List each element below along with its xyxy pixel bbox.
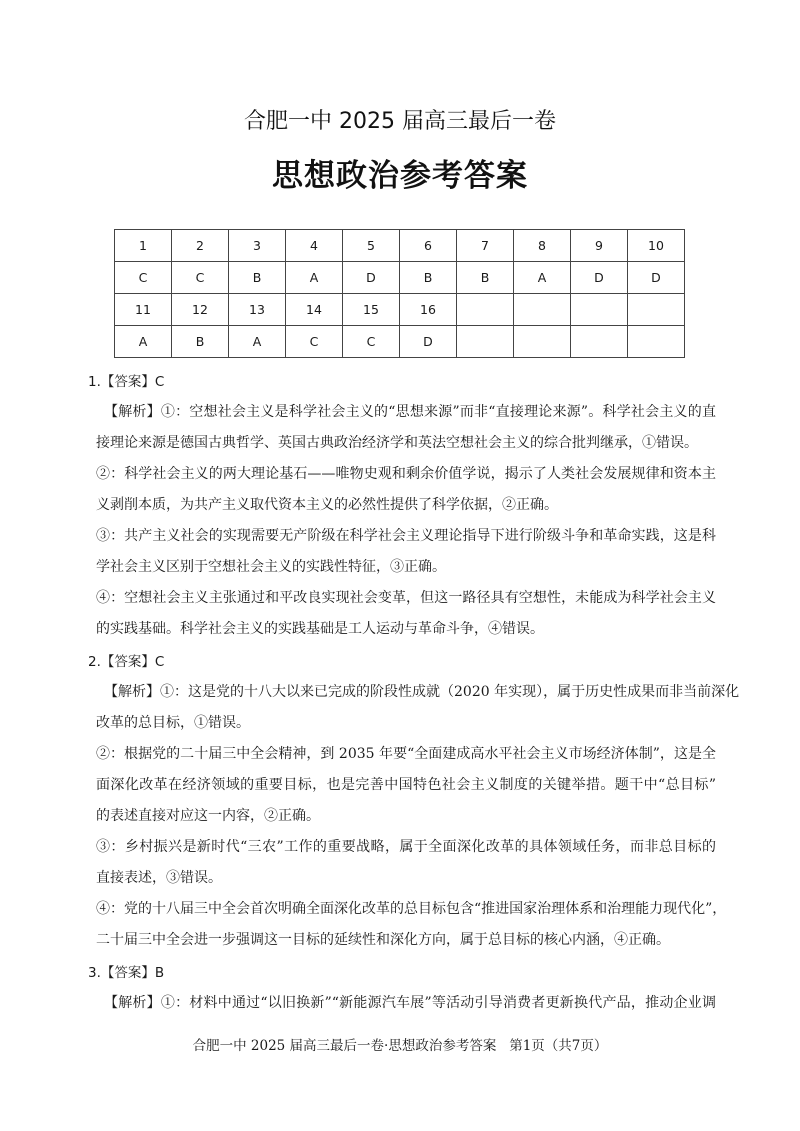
question-number-cell: 14: [286, 294, 343, 326]
question-number-cell: [628, 294, 685, 326]
question-number-cell: 10: [628, 230, 685, 262]
question-number: 1.: [88, 374, 101, 390]
answer-value: C: [154, 374, 165, 390]
explanation-line: 【解析】①：材料中通过“以旧换新”“新能源汽车展”等活动引导消费者更新换代产品，推动企业调: [104, 995, 716, 1011]
question-number-cell: 1: [115, 230, 172, 262]
explanation-line: 学社会主义区别于空想社会主义的实践性特征，③正确。: [96, 559, 446, 575]
answer-cell: A: [514, 262, 571, 294]
answer-row: [115, 326, 685, 358]
explanation-line: 的实践基础。科学社会主义的实践基础是工人运动与革命斗争，④错误。: [96, 621, 544, 637]
page-footer: [0, 1034, 800, 1054]
answer-cell: C: [115, 262, 172, 294]
answer-cell: [457, 326, 514, 358]
question-number-cell: 15: [343, 294, 400, 326]
explanation-line: 【解析】①：这是党的十八大以来已完成的阶段性成就（2020 年实现），属于历史性成果而非当前深化: [104, 684, 740, 700]
explanation-line: 改革的总目标，①错误。: [96, 715, 250, 731]
question-number-row: [115, 230, 685, 262]
document-title: 合肥一中 2025 届高三最后一卷: [244, 109, 556, 134]
explanation-line: ③：共产主义社会的实现需要无产阶级在科学社会主义理论指导下进行阶级斗争和革命实践，这是科: [96, 528, 716, 544]
answer-label: 【答案】: [100, 374, 155, 390]
explanation-line: 义剥削本质，为共产主义取代资本主义的必然性提供了科学依据，②正确。: [96, 497, 558, 513]
question-3-answer: [88, 961, 164, 981]
explanation-line: ②：科学社会主义的两大理论基石——唯物史观和剩余价值学说，揭示了人类社会发展规律和资本主: [96, 466, 716, 482]
question-number-cell: 13: [229, 294, 286, 326]
question-number-cell: 9: [571, 230, 628, 262]
question-2-answer: [88, 650, 164, 670]
explanation-line: 面深化改革在经济领域的重要目标，也是完善中国特色社会主义制度的关键举措。题干中“总目标”: [96, 777, 716, 793]
answer-row: [115, 262, 685, 294]
answer-cell: B: [457, 262, 514, 294]
answer-cell: [514, 326, 571, 358]
answer-label: 【答案】: [100, 965, 155, 981]
explanation-line: ④：空想社会主义主张通过和平改良实现社会变革，但这一路径具有空想性，未能成为科学社会主义: [96, 590, 716, 606]
question-number-cell: 4: [286, 230, 343, 262]
answer-cell: [628, 326, 685, 358]
answer-cell: B: [229, 262, 286, 294]
question-number-cell: [514, 294, 571, 326]
explanation-line: 二十届三中全会进一步强调这一目标的延续性和深化方向，属于总目标的核心内涵，④正确。: [96, 932, 670, 948]
answer-cell: A: [286, 262, 343, 294]
question-number: 3.: [88, 965, 101, 981]
question-number-cell: 2: [172, 230, 229, 262]
answer-cell: D: [628, 262, 685, 294]
question-number-cell: [571, 294, 628, 326]
question-number-cell: 16: [400, 294, 457, 326]
question-number-cell: 3: [229, 230, 286, 262]
question-1-answer: [88, 370, 164, 390]
answer-cell: A: [115, 326, 172, 358]
document-subtitle: 思想政治参考答案: [272, 158, 528, 194]
question-number-cell: 8: [514, 230, 571, 262]
answer-cell: B: [172, 326, 229, 358]
answer-value: C: [154, 654, 165, 670]
question-number: 2.: [88, 654, 101, 670]
answer-cell: D: [343, 262, 400, 294]
question-number-cell: 6: [400, 230, 457, 262]
answer-cell: [571, 326, 628, 358]
answer-cell: C: [343, 326, 400, 358]
answer-cell: A: [229, 326, 286, 358]
footer-text: 合肥一中 2025 届高三最后一卷·思想政治参考答案: [192, 1038, 497, 1054]
question-number-cell: 7: [457, 230, 514, 262]
answer-cell: D: [400, 326, 457, 358]
question-number-cell: [457, 294, 514, 326]
explanation-line: 接理论来源是德国古典哲学、英国古典政治经济学和英法空想社会主义的综合批判继承，①错误。: [96, 435, 698, 451]
answer-cell: B: [400, 262, 457, 294]
explanation-line: 的表述直接对应这一内容，②正确。: [96, 808, 320, 824]
answer-value: B: [154, 965, 165, 981]
answer-table: [114, 229, 685, 358]
question-number-cell: 12: [172, 294, 229, 326]
answer-label: 【答案】: [100, 654, 155, 670]
explanation-line: ③：乡村振兴是新时代“三农”工作的重要战略，属于全面深化改革的具体领域任务，而非总目标的: [96, 839, 716, 855]
explanation-line: 【解析】①：空想社会主义是科学社会主义的“思想来源”而非“直接理论来源”。科学社会主义的直: [104, 404, 716, 420]
explanation-line: 直接表述，③错误。: [96, 870, 222, 886]
page-number: 第1页（共7页）: [509, 1038, 608, 1054]
answer-cell: C: [286, 326, 343, 358]
explanation-line: ②：根据党的二十届三中全会精神，到 2035 年要“全面建成高水平社会主义市场经济体制”，这是全: [96, 746, 716, 762]
question-number-row: [115, 294, 685, 326]
question-number-cell: 5: [343, 230, 400, 262]
explanation-line: ④：党的十八届三中全会首次明确全面深化改革的总目标包含“推进国家治理体系和治理能力现代化”，: [96, 901, 727, 917]
question-number-cell: 11: [115, 294, 172, 326]
answer-cell: C: [172, 262, 229, 294]
answer-cell: D: [571, 262, 628, 294]
